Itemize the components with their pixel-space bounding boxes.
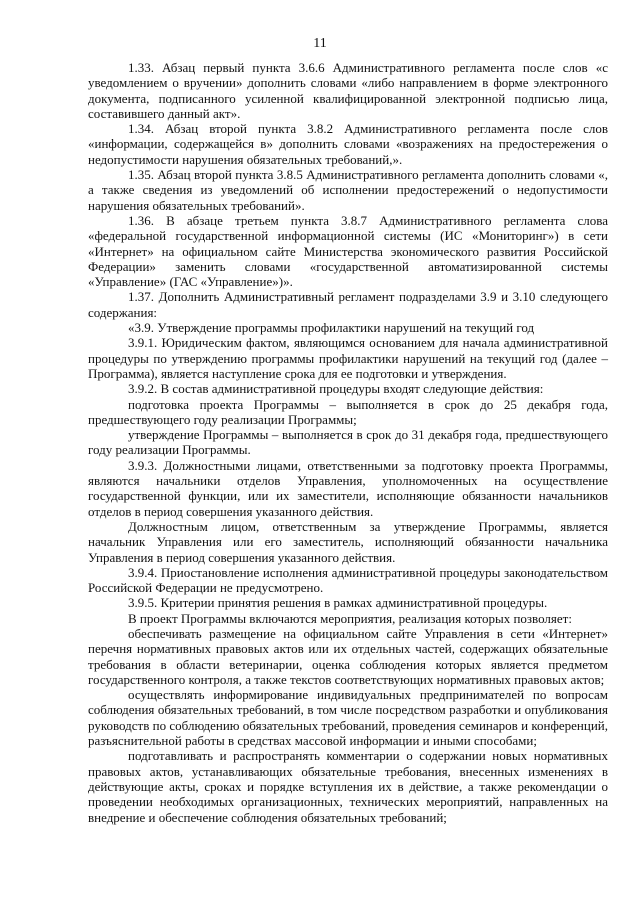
document-body — [88, 60, 608, 825]
paragraph-3-9-3: 3.9.3. Должностными лицами, ответственными за подготовку проекта Программы, являются начальники отделов Управления, уполномоченных на осуществление государственной функции, или их заместители, исполняющие обязанности начальников отделов в период совершения указанного действия. — [88, 457, 608, 519]
list-item-approve-program: утверждение Программы – выполняется в срок до 31 декабря года, предшествующего году реализации Программы. — [88, 427, 608, 458]
paragraph-3-9-5: 3.9.5. Критерии принятия решения в рамках административной процедуры. — [128, 595, 548, 611]
paragraph-3-9-1: 3.9.1. Юридическим фактом, являющимся основанием для начала административной процедуры по утверждению программы профилактики нарушений на текущий год (далее – Программа), является наступление срока для ее подготовки и утверждения. — [88, 335, 608, 381]
paragraph-1-35: 1.35. Абзац второй пункта 3.8.5 Административного регламента дополнить словами «, а также сведения из уведомлений об исполнении предостережений о недопустимости нарушения обязательных требований». — [88, 167, 608, 213]
paragraph-1-36: 1.36. В абзаце третьем пункта 3.8.7 Административного регламента слова «федеральной государственной информационной системы (ИС «Мониторинг») в сети «Интернет» на официальном сайте Министерства экономического развития Российской Федерации» заменить словами «государственной автоматизированной системы «Управление» (ГАС «Управление»)». — [88, 212, 608, 290]
paragraph-responsible-official: Должностным лицом, ответственным за утверждение Программы, является начальник Управления или его заместитель, исполняющий обязанности начальника Управления в период совершения указанного действия. — [88, 518, 608, 565]
list-item-inform-entrepreneurs: осуществлять информирование индивидуальных предпринимателей по вопросам соблюдения обязательных требований, в том числе посредством разработки и опубликования руководств по соблюдению обязательных требований, проведения семинаров и конференций, разъяснительной работы в средствах массовой информации и иными способами; — [88, 687, 608, 749]
paragraph-3-9-4: 3.9.4. Приостановление исполнения административной процедуры законодательством Российской Федерации не предусмотрено. — [88, 564, 608, 596]
page-number: 11 — [313, 36, 327, 51]
paragraph-1-34: 1.34. Абзац второй пункта 3.8.2 Административного регламента после слов «информации, содержащейся в» дополнить словами «возражениях на предостережения о недопустимости нарушения обязательных требований,». — [88, 121, 608, 167]
list-item-publish-acts: обеспечивать размещение на официальном сайте Управления в сети «Интернет» перечня нормативных правовых актов или их отдельных частей, содержащих обязательные требования в области ветеринарии, оценка соблюдения которых является предметом государственного контроля, а также текстов соответствующих нормативных правовых актов; — [88, 625, 608, 687]
paragraph-program-measures: В проект Программы включаются мероприятия, реализация которых позволяет: — [128, 610, 572, 626]
list-item-comments: подготавливать и распространять комментарии о содержании новых нормативных правовых актов, устанавливающих обязательные требования, внесенных изменениях в действующие акты, сроках и порядке вступления их в действие, а также рекомендации о проведении необходимых организационных, технических мероприятий, направленных на внедрение и обеспечение соблюдения обязательных требований; — [88, 748, 608, 825]
subsection-3-9-heading: «3.9. Утверждение программы профилактики нарушений на текущий год — [128, 320, 535, 336]
paragraph-3-9-2: 3.9.2. В состав административной процедуры входят следующие действия: — [128, 381, 544, 397]
paragraph-1-33: 1.33. Абзац первый пункта 3.6.6 Административного регламента после слов «с уведомлением о вручении» дополнить словами «либо направлением в форме электронного документа, подписанного усиленной квалифицированной электронной подписью лица, составившего данный акт». — [88, 60, 608, 121]
list-item-draft-program: подготовка проекта Программы – выполняется в срок до 25 декабря года, предшествующего году реализации Программы; — [88, 396, 608, 427]
paragraph-1-37: 1.37. Дополнить Административный регламент подразделами 3.9 и 3.10 следующего содержания: — [88, 289, 608, 320]
